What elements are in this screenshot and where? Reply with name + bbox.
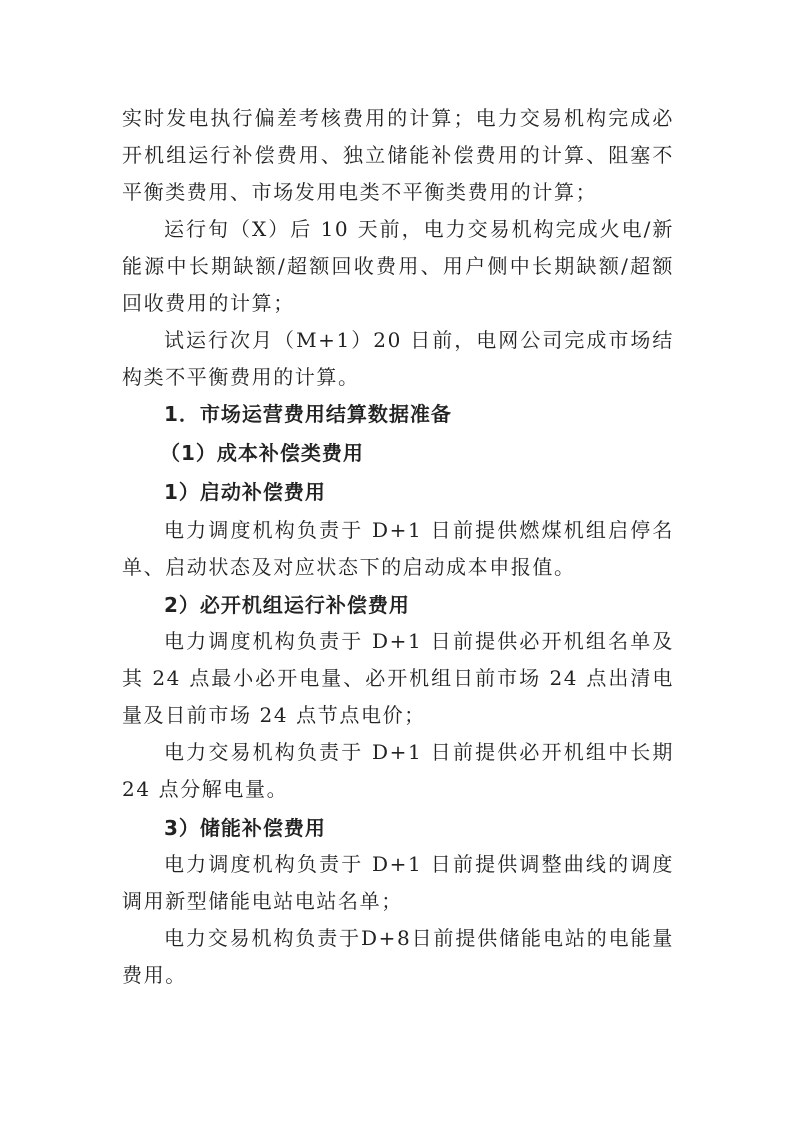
paragraph-must-run-trading-data: 电力交易机构负责于 D+1 日前提供必开机组中长期 24 点分解电量。 [122, 740, 674, 801]
paragraph-storage-dispatch-data: 电力调度机构负责于 D+1 日前提供调整曲线的调度调用新型储能电站电站名单； [122, 852, 674, 913]
item-heading-must-run-compensation: 2）必开机组运行补偿费用 [164, 593, 410, 617]
item-heading-storage-compensation: 3）储能补偿费用 [164, 816, 326, 840]
paragraph-ten-day-fees: 运行旬（X）后 10 天前，电力交易机构完成火电/新能源中长期缺额/超额回收费用、用户侧中长期缺额/超额回收费用的计算； [122, 217, 674, 315]
paragraph-startup-data: 电力调度机构负责于 D+1 日前提供燃煤机组启停名单、启动状态及对应状态下的启动成本申报值。 [122, 518, 674, 579]
subsection-heading-cost-compensation: （1）成本补偿类费用 [160, 441, 364, 465]
paragraph-deviation-fees: 实时发电执行偏差考核费用的计算；电力交易机构完成必开机组运行补偿费用、独立储能补偿费用的计算、阻塞不平衡类费用、市场发用电类不平衡类费用的计算； [122, 106, 674, 204]
section-heading-data-preparation: 1．市场运营费用结算数据准备 [164, 402, 452, 426]
paragraph-monthly-fees: 试运行次月（M+1）20 日前，电网公司完成市场结构类不平衡费用的计算。 [122, 328, 674, 389]
item-heading-startup-compensation: 1）启动补偿费用 [164, 480, 326, 504]
paragraph-storage-trading-data: 电力交易机构负责于D+8日前提供储能电站的电能量费用。 [122, 926, 674, 987]
paragraph-must-run-dispatch-data: 电力调度机构负责于 D+1 日前提供必开机组名单及其 24 点最小必开电量、必开机组日前市场 24 点出清电量及日前市场 24 点节点电价； [122, 629, 674, 727]
